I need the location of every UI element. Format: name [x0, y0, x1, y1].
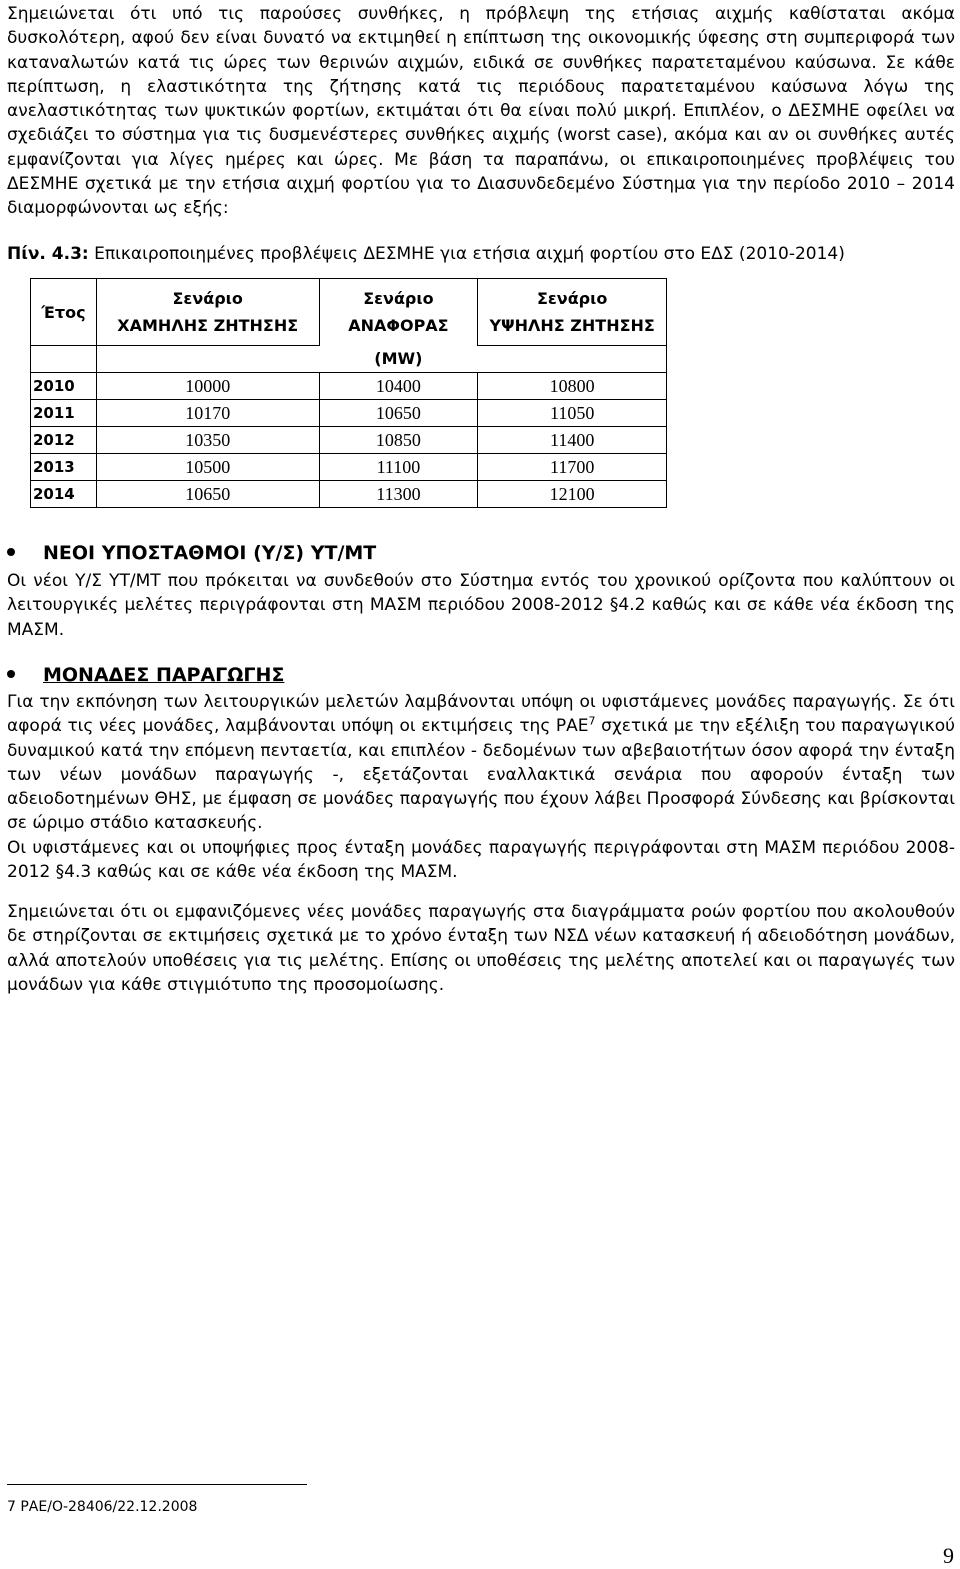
units-paragraph-2: Οι υφιστάμενες και οι υποψήφιες προς ένταξη μονάδες παραγωγής περιγράφονται στη ΜΑΣΜ περιόδου 2008-2012 §4.3 καθώς και σε κάθε νέα έκδοση της ΜΑΣΜ. — [7, 838, 955, 883]
unit-label: (MW) — [319, 346, 478, 373]
header-low-scenario: Σενάριο ΧΑΜΗΛΗΣ ΖΗΤΗΣΗΣ — [96, 279, 319, 346]
bullet-icon — [7, 548, 15, 556]
peak-load-table — [30, 278, 667, 508]
table-header-row — [31, 279, 667, 346]
bullet-icon — [7, 670, 15, 678]
substations-paragraph: Οι νέοι Υ/Σ ΥΤ/ΜΤ που πρόκειται να συνδεθούν στο Σύστημα εντός του χρονικού ορίζοντα που καλύπτουν οι λειτουργικές μελέτες περιγράφονται στη ΜΑΣΜ περιόδου 2008-2012 §4.2 καθώς και σε κάθε νέα έκδοση της ΜΑΣΜ. — [7, 571, 955, 640]
row-year: 2010 — [31, 373, 97, 400]
row-low: 10170 — [96, 400, 319, 427]
footnote-divider — [7, 1484, 307, 1485]
row-year: 2014 — [31, 481, 97, 508]
table-row — [31, 400, 667, 427]
table-row — [31, 373, 667, 400]
table-row — [31, 481, 667, 508]
table-row — [31, 427, 667, 454]
row-ref: 10650 — [319, 400, 478, 427]
table-row — [31, 454, 667, 481]
section-heading-units: ΜΟΝΑΔΕΣ ΠΑΡΑΓΩΓΗΣ — [7, 662, 284, 688]
row-low: 10500 — [96, 454, 319, 481]
header-reference-scenario: Σενάριο ΑΝΑΦΟΡΑΣ — [319, 279, 478, 346]
row-year: 2011 — [31, 400, 97, 427]
row-high: 10800 — [478, 373, 667, 400]
row-low: 10350 — [96, 427, 319, 454]
footnote-reference: 7 — [588, 714, 596, 728]
row-ref: 10850 — [319, 427, 478, 454]
row-year: 2013 — [31, 454, 97, 481]
table-caption-label: Πίν. 4.3: — [7, 244, 89, 264]
table-caption-text: Επικαιροποιημένες προβλέψεις ΔΕΣΜΗΕ για ετήσια αιχμή φορτίου στο ΕΔΣ (2010-2014) — [88, 244, 845, 264]
row-high: 11400 — [478, 427, 667, 454]
row-year: 2012 — [31, 427, 97, 454]
row-high: 11700 — [478, 454, 667, 481]
row-ref: 10400 — [319, 373, 478, 400]
row-low: 10000 — [96, 373, 319, 400]
row-high: 12100 — [478, 481, 667, 508]
footnote: 7 ΡΑΕ/Ο-28406/22.12.2008 — [7, 1499, 198, 1515]
row-high: 11050 — [478, 400, 667, 427]
row-low: 10650 — [96, 481, 319, 508]
table-unit-row — [31, 346, 667, 373]
intro-paragraph: Σημειώνεται ότι υπό τις παρούσες συνθήκες, η πρόβλεψη της ετήσιας αιχμής καθίσταται ακόμα δυσκολότερη, αφού δεν είναι δυνατό να εκτιμηθεί η επίπτωση της οικονομικής ύφεσης στη συμπεριφορά των καταναλωτών κατά τις ώρες των θερινών αιχμών, ειδικά σε συνθήκες παρατεταμένου καύσωνα. Σε κάθε περίπτωση, η ελαστικότητα της ζήτησης κατά τις περιόδους παρατεταμένου καύσωνα λόγω της ανελαστικότητας των ψυκτικών φορτίων, εκτιμάται ότι θα είναι πολύ μικρή. Επιπλέον, ο ΔΕΣΜΗΕ οφείλει να σχεδιάζει το σύστημα για τις δυσμενέστερες συνθήκες αιχμής (worst case), ακόμα και αν οι συνθήκες αυτές εμφανίζονται για λίγες ημέρες και ώρες. Με βάση τα παραπάνω, οι επικαιροποιημένες προβλέψεις του ΔΕΣΜΗΕ σχετικά με την ετήσια αιχμή φορτίου για το Διασυνδεδεμένο Σύστημα για την περίοδο 2010 – 2014 διαμορφώνονται ως εξής: — [7, 4, 955, 219]
row-ref: 11300 — [319, 481, 478, 508]
units-paragraph: Για την εκπόνηση των λειτουργικών μελετών λαμβάνονται υπόψη οι υφιστάμενες μονάδες παραγωγής. Σε ότι αφορά τις νέες μονάδες, λαμβάνονται υπόψη οι εκτιμήσεις της ΡΑΕ$^7$ σχετικά με την εξέλιξη του παραγωγικού δυναμικού κατά την επόμενη πενταετία, και επιπλέον - δεδομένων των αβεβαιοτήτων όσον αφορά την ένταξη των νέων μονάδων παραγωγής -, εξετάζονται εναλλακτικά σενάρια που αφορούν ένταξη των αδειοδοτημένων ΘΗΣ, με έμφαση σε μονάδες παραγωγής που έχουν λάβει Προσφορά Σύνδεσης και βρίσκονται σε ώριμο στάδιο κατασκευής. — [7, 692, 955, 834]
section-heading-substations: ΝΕΟΙ ΥΠΟΣΤΑΘΜΟΙ (Υ/Σ) ΥΤ/ΜΤ — [7, 540, 376, 566]
units-paragraph-3: Σημειώνεται ότι οι εμφανιζόμενες νέες μονάδες παραγωγής στα διαγράμματα ροών φορτίου που ακολουθούν δε στηρίζονται σε εκτιμήσεις σχετικά με το χρόνο ένταξη των ΝΣΔ νέων κατασκευή ή αδειοδότηση μονάδων, αλλά αποτελούν υποθέσεις για τις μελέτης. Επίσης οι υποθέσεις της μελέτης αποτελεί και οι παραγωγές των μονάδων για κάθε στιγμιότυπο της προσομοίωσης. — [7, 902, 955, 995]
page-number: 9 — [943, 1543, 954, 1568]
year-header: Έτος — [31, 279, 97, 346]
row-ref: 11100 — [319, 454, 478, 481]
header-high-scenario: Σενάριο ΥΨΗΛΗΣ ΖΗΤΗΣΗΣ — [478, 279, 667, 346]
table-caption — [7, 242, 845, 266]
